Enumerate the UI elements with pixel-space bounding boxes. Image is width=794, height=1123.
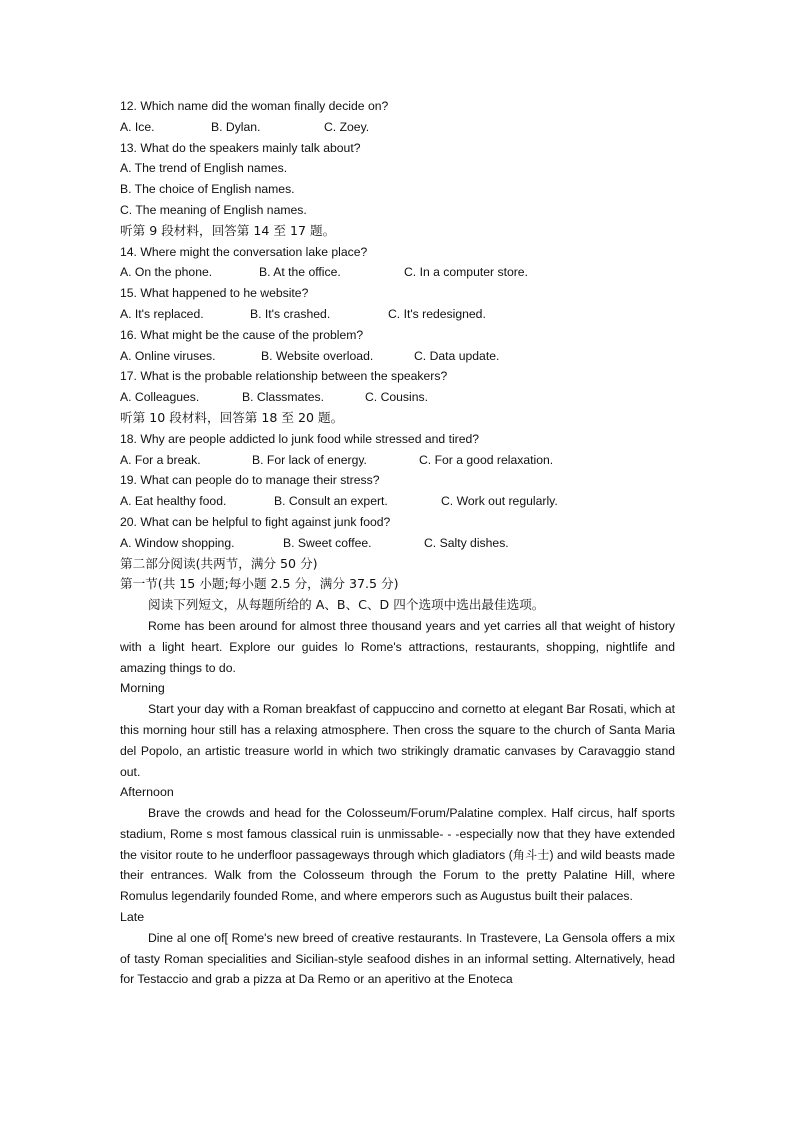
options-20 xyxy=(120,533,675,554)
option-a: A. Window shopping. xyxy=(120,535,235,550)
option-c: C. Cousins. xyxy=(365,390,428,405)
options-16 xyxy=(120,346,675,367)
options-14 xyxy=(120,262,675,283)
option-a: A. For a break. xyxy=(120,452,201,467)
option-a: A. Eat healthy food. xyxy=(120,494,227,509)
late-heading: Late xyxy=(120,910,145,925)
option-b: B. It's crashed. xyxy=(250,306,331,321)
option-b: B. Dylan. xyxy=(211,119,261,134)
morning-paragraph: Start your day with a Roman breakfast of cappuccino and cornetto at elegant Bar Rosati, which at this morning hour still has a relaxing atmosphere. Then cross the square to the church of Santa Maria del Popolo, an artistic treasure world in which two strikingly dramatic canvases by Caravaggio stand out. xyxy=(120,702,675,779)
options-18 xyxy=(120,450,675,471)
question-stem: 18. Why are people addicted lo junk food while stressed and tired? xyxy=(120,431,480,446)
question-15 xyxy=(120,283,675,304)
question-stem: 14. Where might the conversation lake place? xyxy=(120,244,368,259)
option-a: A. It's replaced. xyxy=(120,306,204,321)
question-stem: 20. What can be helpful to fight against junk food? xyxy=(120,514,391,529)
question-stem: 19. What can people do to manage their stress? xyxy=(120,473,380,488)
question-20 xyxy=(120,512,675,533)
exam-page xyxy=(120,96,675,990)
question-stem: 15. What happened to he website? xyxy=(120,286,309,301)
question-17 xyxy=(120,366,675,387)
option-c: C. Data update. xyxy=(414,348,500,363)
passage-intro: Rome has been around for almost three thousand years and yet carries all that weight of history with a light heart. Explore our guides lo Rome's attractions, restaurants, shopping, nightlife and amazing things to do. xyxy=(120,618,675,675)
option-c: C. In a computer store. xyxy=(404,265,528,280)
option-b: B. For lack of energy. xyxy=(252,452,367,467)
options-17 xyxy=(120,387,675,408)
afternoon-paragraph: Brave the crowds and head for the Colosseum/Forum/Palatine complex. Half circus, half sports stadium, Rome s most famous classical ruin is unmissable- - -especially now that they have extended the visitor route to he underfloor passageways through which gladiators (角斗士) and wild beasts made their entrances. Walk from the Colosseum through the Forum to the pretty Palatine Hill, where Romulus legendarily founded Rome, and where emperors such as Augustus built their palaces. xyxy=(120,806,675,904)
option-c: C. Zoey. xyxy=(324,119,370,134)
question-stem: 17. What is the probable relationship between the speakers? xyxy=(120,369,448,384)
question-19 xyxy=(120,470,675,491)
morning-heading: Morning xyxy=(120,681,165,696)
question-18 xyxy=(120,429,675,450)
question-16 xyxy=(120,325,675,346)
reading-instruction: 阅读下列短文，从每题所给的 A、B、C、D 四个选项中选出最佳选项。 xyxy=(148,597,545,613)
option-c: C. For a good relaxation. xyxy=(419,452,554,467)
option-13-c: C. The meaning of English names. xyxy=(120,202,307,217)
afternoon-heading: Afternoon xyxy=(120,785,174,800)
option-a: A. On the phone. xyxy=(120,265,213,280)
question-stem: 16. What might be the cause of the problem? xyxy=(120,327,364,342)
question-14 xyxy=(120,242,675,263)
option-13-b: B. The choice of English names. xyxy=(120,182,295,197)
option-c: C. Work out regularly. xyxy=(441,494,558,509)
question-12 xyxy=(120,96,675,117)
options-15 xyxy=(120,304,675,325)
section-9-instruction: 听第 9 段材料，回答第 14 至 17 题。 xyxy=(120,222,336,238)
question-13 xyxy=(120,138,675,159)
option-a: A. Online viruses. xyxy=(120,348,216,363)
option-b: B. At the office. xyxy=(259,265,341,280)
option-a: A. Colleagues. xyxy=(120,390,200,405)
late-paragraph: Dine al one of[ Rome's new breed of creative restaurants. In Trastevere, La Gensola offers a mix of tasty Roman specialities and Sicilian-style seafood dishes in an informal setting. Alternatively, head for Testaccio and grab a pizza at Da Remo or an aperitivo at the Enoteca xyxy=(120,930,675,987)
question-stem: 13. What do the speakers mainly talk about? xyxy=(120,140,361,155)
section-10-instruction: 听第 10 段材料，回答第 18 至 20 题。 xyxy=(120,409,344,425)
option-13-a: A. The trend of English names. xyxy=(120,161,288,176)
option-b: B. Classmates. xyxy=(242,390,324,405)
option-a: A. Ice. xyxy=(120,119,155,134)
option-b: B. Website overload. xyxy=(261,348,374,363)
option-c: C. Salty dishes. xyxy=(424,535,509,550)
section-1-heading: 第一节(共 15 小题;每小题 2.5 分，满分 37.5 分) xyxy=(120,576,399,592)
options-19 xyxy=(120,491,675,512)
option-b: B. Consult an expert. xyxy=(274,494,388,509)
question-stem: 12. Which name did the woman finally decide on? xyxy=(120,99,389,113)
option-c: C. It's redesigned. xyxy=(388,306,486,321)
part-2-heading: 第二部分阅读(共两节，满分 50 分) xyxy=(120,555,318,571)
options-12 xyxy=(120,117,675,138)
option-b: B. Sweet coffee. xyxy=(283,535,372,550)
